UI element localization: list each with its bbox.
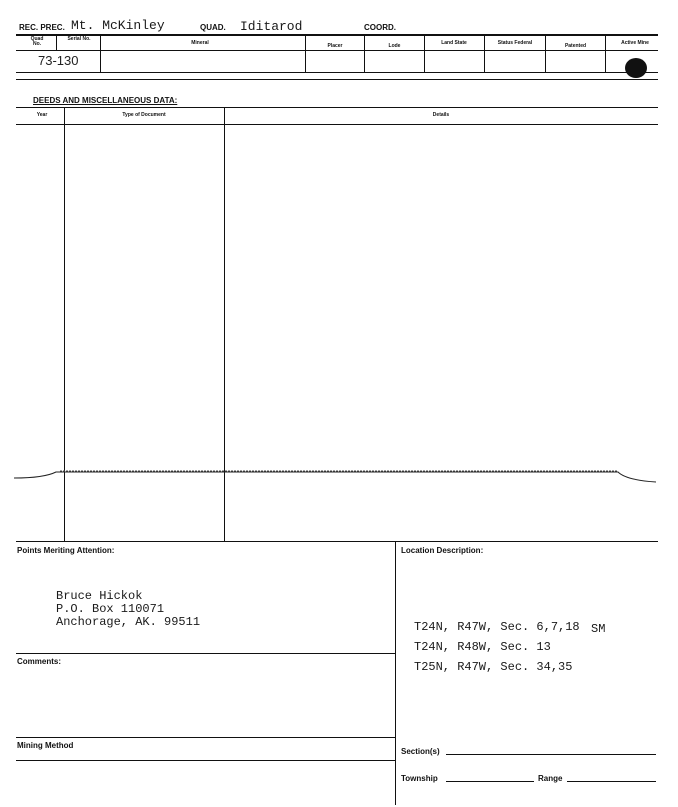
col-active-mine: Active Mine: [621, 40, 649, 46]
top-table-top-line: [16, 34, 658, 36]
mining-method-top-line: [16, 737, 395, 738]
col-serial-no: Serial No.: [67, 36, 91, 42]
quad-no-value: 73-130: [38, 53, 79, 68]
quad-label: QUAD.: [200, 23, 226, 32]
township-fill-line: [446, 781, 534, 782]
top-divider: [424, 34, 425, 72]
top-divider: [100, 34, 101, 72]
deeds-bottom-line: [16, 541, 658, 542]
col-patented: Patented: [564, 43, 587, 49]
deeds-top-line: [16, 107, 658, 108]
address-line-2: P.O. Box 110071: [56, 602, 165, 616]
top-table-header-line: [16, 50, 658, 51]
deeds-col-year: Year: [36, 112, 48, 118]
points-label: Points Meriting Attention:: [17, 546, 115, 555]
deeds-col-type: Type of Document: [122, 112, 166, 118]
col-mineral: Mineral: [191, 40, 209, 46]
active-mine-mark: [625, 58, 647, 78]
rec-prec-label: REC. PREC.: [19, 23, 65, 32]
location-line-2: T24N, R48W, Sec. 13: [414, 640, 551, 654]
comments-top-line: [16, 653, 395, 654]
address-line-3: Anchorage, AK. 99511: [56, 615, 201, 629]
top-divider: [56, 34, 57, 50]
location-line-1: T24N, R47W, Sec. 6,7,18: [414, 620, 580, 634]
top-table-underline: [16, 79, 658, 80]
section-label: Section(s): [401, 747, 440, 756]
top-divider: [484, 34, 485, 72]
township-label: Township: [401, 774, 438, 783]
location-label: Location Description:: [401, 546, 484, 555]
deeds-header-line: [16, 124, 658, 125]
col-quad-no: Quad No.: [30, 36, 44, 47]
quad-value: Iditarod: [240, 19, 303, 34]
top-divider: [305, 34, 306, 72]
location-line-1-suffix: SM: [591, 622, 606, 636]
top-divider: [545, 34, 546, 72]
scan-artifact-line: [0, 460, 678, 490]
top-divider: [364, 34, 365, 72]
top-divider: [605, 34, 606, 72]
comments-label: Comments:: [17, 657, 62, 666]
section-fill-line: [446, 754, 656, 755]
range-label: Range: [538, 774, 563, 783]
top-table-bottom-line: [16, 72, 658, 73]
col-lode: Lode: [388, 43, 401, 49]
col-land-state: Land State: [441, 40, 467, 46]
mining-method-label: Mining Method: [17, 741, 74, 750]
bottom-center-divider: [395, 541, 396, 805]
range-fill-line: [567, 781, 656, 782]
deeds-title: DEEDS AND MISCELLANEOUS DATA:: [33, 96, 178, 105]
coord-label: COORD.: [364, 23, 396, 32]
mining-method-bottom-line: [16, 760, 395, 761]
address-line-1: Bruce Hickok: [56, 589, 143, 603]
col-placer: Placer: [327, 43, 343, 49]
col-status-federal: Status Federal: [497, 40, 533, 46]
deeds-col-details: Details: [432, 112, 450, 118]
location-line-3: T25N, R47W, Sec. 34,35: [414, 660, 573, 674]
rec-prec-value: Mt. McKinley: [71, 18, 165, 33]
